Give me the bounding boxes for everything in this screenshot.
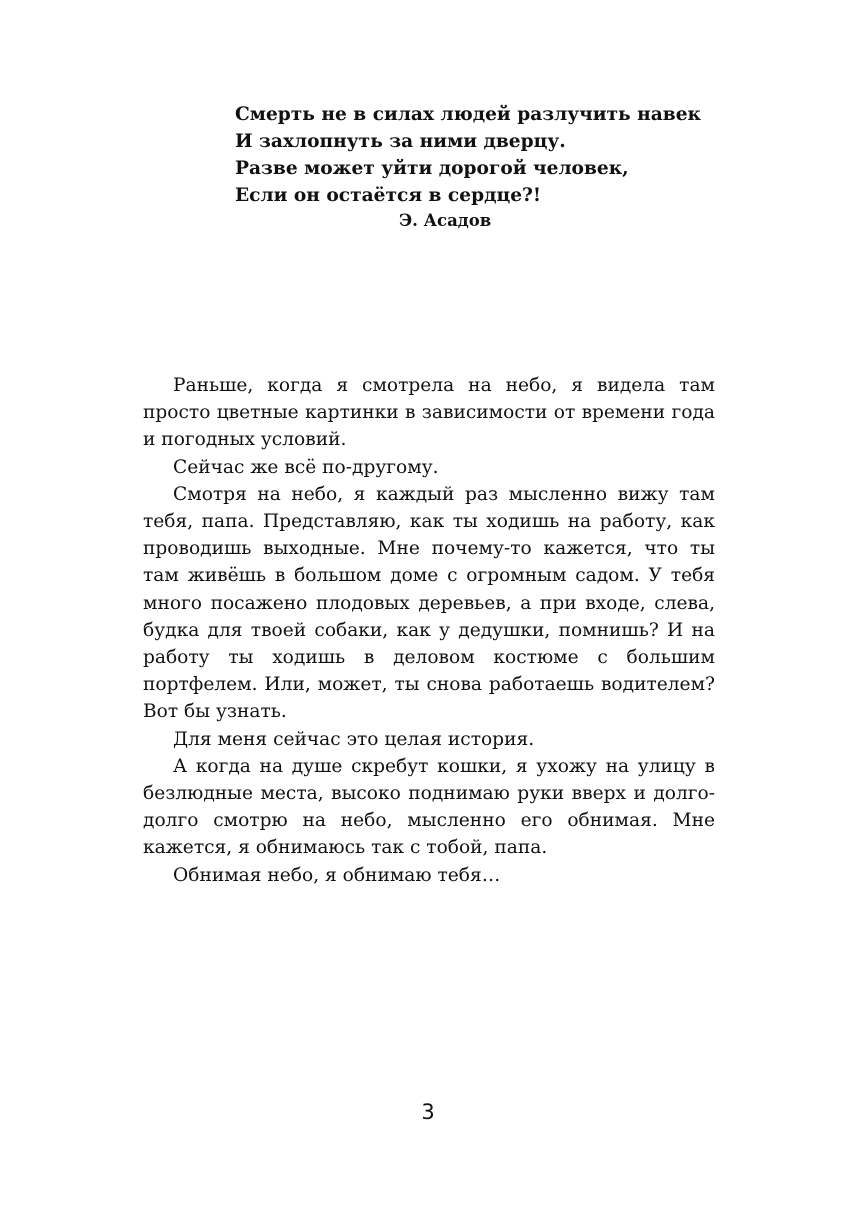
page-number: 3 [421,1100,435,1124]
epigraph-author: Э. Асадов [399,211,492,230]
body-text [143,372,715,889]
paragraph: Смотря на небо, я каждый раз мысленно вижу там тебя, папа. Представляю, как ты ходишь на работу, как проводишь выходные. Мне почему-то кажется, что ты там живёшь в большом доме с огромным садом. У тебя много посажено плодовых деревьев, а при входе, слева, будка для твоей собаки, как у дедушки, помнишь? И на работу ты ходишь в деловом костюме с большим портфелем. Или, может, ты снова работаешь водителем? Вот бы узнать. [143,483,715,723]
page-number-container [0,1098,856,1126]
paragraph: Сейчас же всё по-другому. [173,456,439,478]
epigraph-line: Разве может уйти дорогой человек, [235,158,629,179]
paragraph: Раньше, когда я смотрела на небо, я видела там просто цветные картинки в зависимости от времени года и погодных условий. [143,375,715,451]
epigraph-line: Если он остаётся в сердце?! [235,185,542,206]
paragraph: А когда на душе скребут кошки, я ухожу на улицу в безлюдные места, высоко поднимаю руки вверх и долго-долго смотрю на небо, мысленно его обнимая. Мне кажется, я обнимаюсь так с тобой, папа. [143,755,715,859]
paragraph: Обнимая небо, я обнимаю тебя… [173,864,501,886]
paragraph: Для меня сейчас это целая история. [173,728,535,750]
epigraph-line: И захлопнуть за ними дверцу. [235,131,566,152]
epigraph-line: Смерть не в силах людей разлучить навек [235,104,701,125]
epigraph [235,101,715,233]
